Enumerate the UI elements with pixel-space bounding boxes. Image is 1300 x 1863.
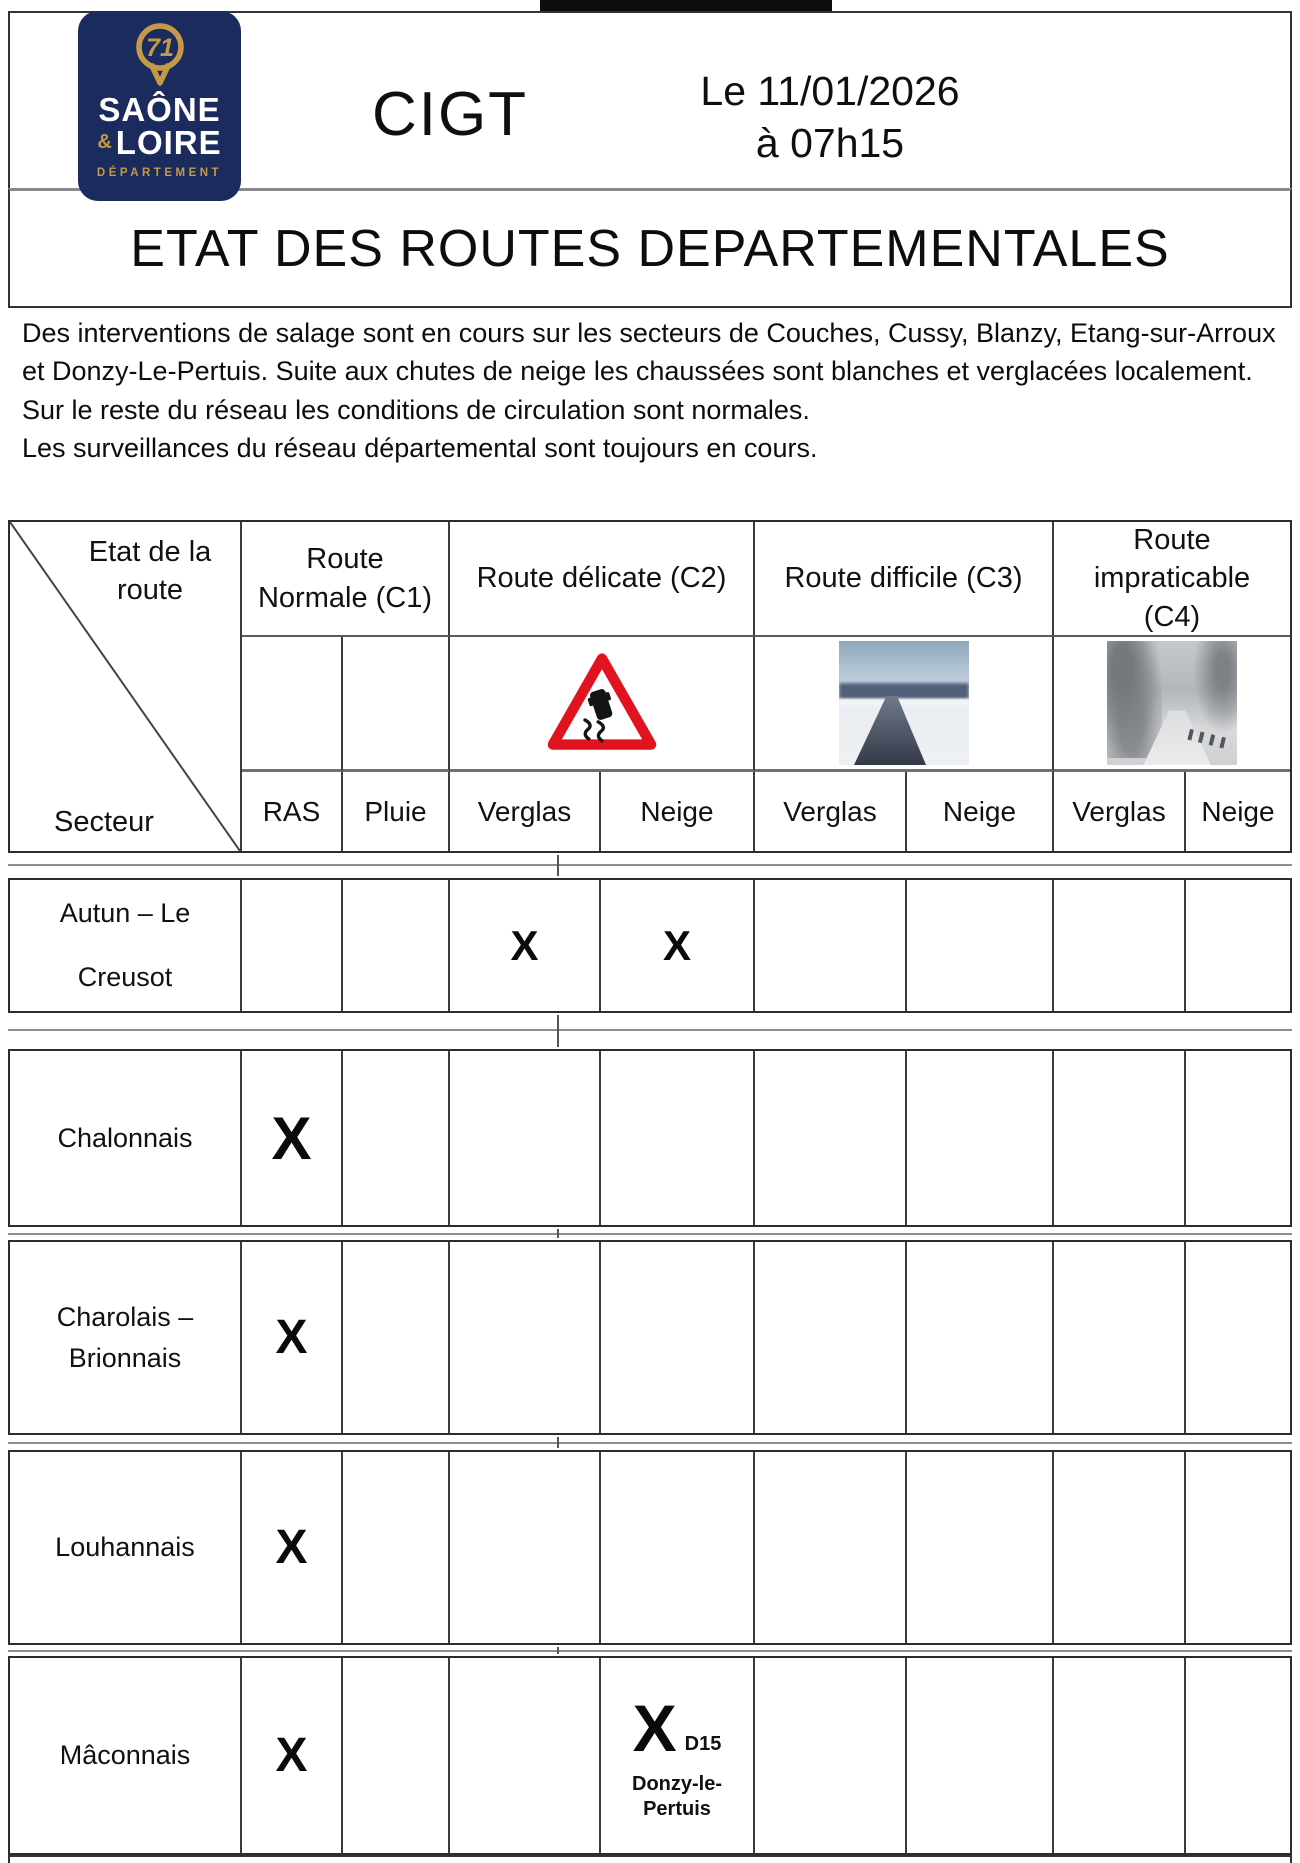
table-cell <box>1186 1452 1290 1643</box>
col-header-c2: Route délicate (C2) <box>450 522 755 637</box>
table-cell <box>601 1242 755 1433</box>
table-cell <box>450 880 601 1011</box>
table-cell <box>755 1051 907 1225</box>
table-cell <box>1186 1658 1290 1853</box>
table-row-autun-le-creusot <box>8 878 1292 1013</box>
report-datetime <box>640 65 1020 170</box>
intro-line-1: Des interventions de salage sont en cours sur les secteurs de Couches, Cussy, Blanzy, Etang-sur-Arroux et Donzy-Le-Pertuis. Suite aux chutes de neige les chaussées sont blanches et verglacées localement. <box>22 318 1276 387</box>
intro-text <box>22 314 1290 467</box>
table-cell <box>1054 880 1186 1011</box>
sector-label: Charolais – Brionnais <box>10 1242 242 1433</box>
next-row-partial-edge <box>8 1855 1292 1863</box>
table-cell <box>450 1658 601 1853</box>
table-cell <box>343 1452 450 1643</box>
logo-name-line2 <box>78 126 241 161</box>
table-cell <box>907 880 1054 1011</box>
col-header-c3: Route difficile (C3) <box>755 522 1054 637</box>
report-time: à 07h15 <box>755 120 905 167</box>
table-cell <box>343 1658 450 1853</box>
table-cell <box>450 1242 601 1433</box>
illustration-cell-c4 <box>1054 637 1290 772</box>
sector-label: Autun – Le Creusot <box>10 880 242 1011</box>
sector-label: Chalonnais <box>10 1051 242 1225</box>
table-cell <box>242 1051 343 1225</box>
table-row-louhannais <box>8 1450 1292 1645</box>
report-date: Le 11/01/2026 <box>700 68 960 114</box>
table-header-block <box>8 520 1292 853</box>
table-cell <box>450 1452 601 1643</box>
table-cell <box>907 1658 1054 1853</box>
status-mark: X <box>510 921 539 969</box>
page-header-title: CIGT <box>371 80 529 149</box>
department-logo <box>78 11 241 201</box>
row-gap <box>8 1015 1292 1047</box>
status-mark: X <box>632 1690 677 1765</box>
sub-header-row <box>242 772 1290 851</box>
sub-header-verglas-c2: Verglas <box>450 772 601 851</box>
col-header-c1: Route Normale (C1) <box>242 522 450 637</box>
table-cell <box>450 1051 601 1225</box>
table-row-maconnais <box>8 1656 1292 1855</box>
table-cell <box>755 1658 907 1853</box>
illustration-cell-c3 <box>755 637 1054 772</box>
table-cell <box>907 1051 1054 1225</box>
status-mark: X <box>275 1521 308 1574</box>
table-cell <box>343 1242 450 1433</box>
table-cell <box>755 1452 907 1643</box>
table-cell <box>907 1452 1054 1643</box>
road-number-label: D15 <box>684 1732 722 1755</box>
sub-header-ras: RAS <box>242 772 343 851</box>
empty-illustration-cell <box>242 637 343 772</box>
slippery-road-sign-icon <box>545 652 659 754</box>
svg-text:71: 71 <box>145 34 174 62</box>
table-cell <box>601 1452 755 1643</box>
table-cell <box>242 880 343 1011</box>
sub-header-verglas-c4: Verglas <box>1054 772 1186 851</box>
sub-header-verglas-c3: Verglas <box>755 772 907 851</box>
group-header-row <box>242 522 1290 637</box>
status-mark: X <box>271 1104 312 1172</box>
table-row-charolais-brionnais <box>8 1240 1292 1435</box>
table-corner-cell <box>10 522 242 851</box>
snowy-road-photo <box>839 641 969 765</box>
intro-line-2: Sur le reste du réseau les conditions de circulation sont normales. <box>22 394 810 425</box>
corner-label-etat: Etat de la route <box>88 536 212 606</box>
table-cell <box>1186 1242 1290 1433</box>
status-mark: X <box>662 921 691 969</box>
sub-header-pluie: Pluie <box>343 772 450 851</box>
sub-header-neige-c2: Neige <box>601 772 755 851</box>
banner-title-box <box>8 188 1292 308</box>
illustration-cell-c2 <box>450 637 755 772</box>
logo-ampersand: & <box>97 131 113 153</box>
table-cell <box>755 880 907 1011</box>
table-cell <box>907 1242 1054 1433</box>
empty-illustration-cell <box>343 637 450 772</box>
place-label: Donzy-le-Pertuis <box>632 1772 722 1820</box>
department-71-icon <box>124 19 196 95</box>
logo-loire: LOIRE <box>115 124 222 161</box>
table-cell <box>601 1658 755 1853</box>
table-row-chalonnais <box>8 1049 1292 1227</box>
table-cell <box>601 880 755 1011</box>
row-gap <box>8 1437 1292 1448</box>
sector-label: Louhannais <box>10 1452 242 1643</box>
impassable-road-photo <box>1107 641 1237 765</box>
table-cell <box>242 1658 343 1853</box>
table-cell <box>242 1242 343 1433</box>
illustration-row <box>242 637 1290 772</box>
table-cell <box>1054 1452 1186 1643</box>
row-gap <box>8 855 1292 876</box>
sector-label: Mâconnais <box>10 1658 242 1853</box>
scan-artifact-bar <box>540 0 832 11</box>
logo-name-line1: SAÔNE <box>98 91 221 128</box>
col-header-c4: Route impraticable (C4) <box>1054 522 1290 637</box>
table-cell <box>601 1051 755 1225</box>
table-cell <box>1054 1242 1186 1433</box>
table-cell <box>755 1242 907 1433</box>
table-cell <box>343 880 450 1011</box>
table-cell <box>1054 1051 1186 1225</box>
page-title: ETAT DES ROUTES DEPARTEMENTALES <box>130 219 1170 278</box>
sub-header-neige-c3: Neige <box>907 772 1054 851</box>
sub-header-neige-c4: Neige <box>1201 795 1275 827</box>
table-cell <box>343 1051 450 1225</box>
table-cell <box>1186 880 1290 1011</box>
table-cell <box>242 1452 343 1643</box>
row-gap <box>8 1647 1292 1654</box>
logo-subtitle: DÉPARTEMENT <box>96 166 223 179</box>
table-cell <box>1186 1051 1290 1225</box>
intro-line-3: Les surveillances du réseau départemental sont toujours en cours. <box>22 432 818 463</box>
status-mark: X <box>275 1311 308 1364</box>
corner-label-secteur: Secteur <box>54 806 154 838</box>
table-header-right <box>242 522 1290 851</box>
status-mark-with-road <box>633 1690 722 1766</box>
status-mark: X <box>275 1729 308 1782</box>
row-gap <box>8 1229 1292 1238</box>
table-cell <box>1054 1658 1186 1853</box>
